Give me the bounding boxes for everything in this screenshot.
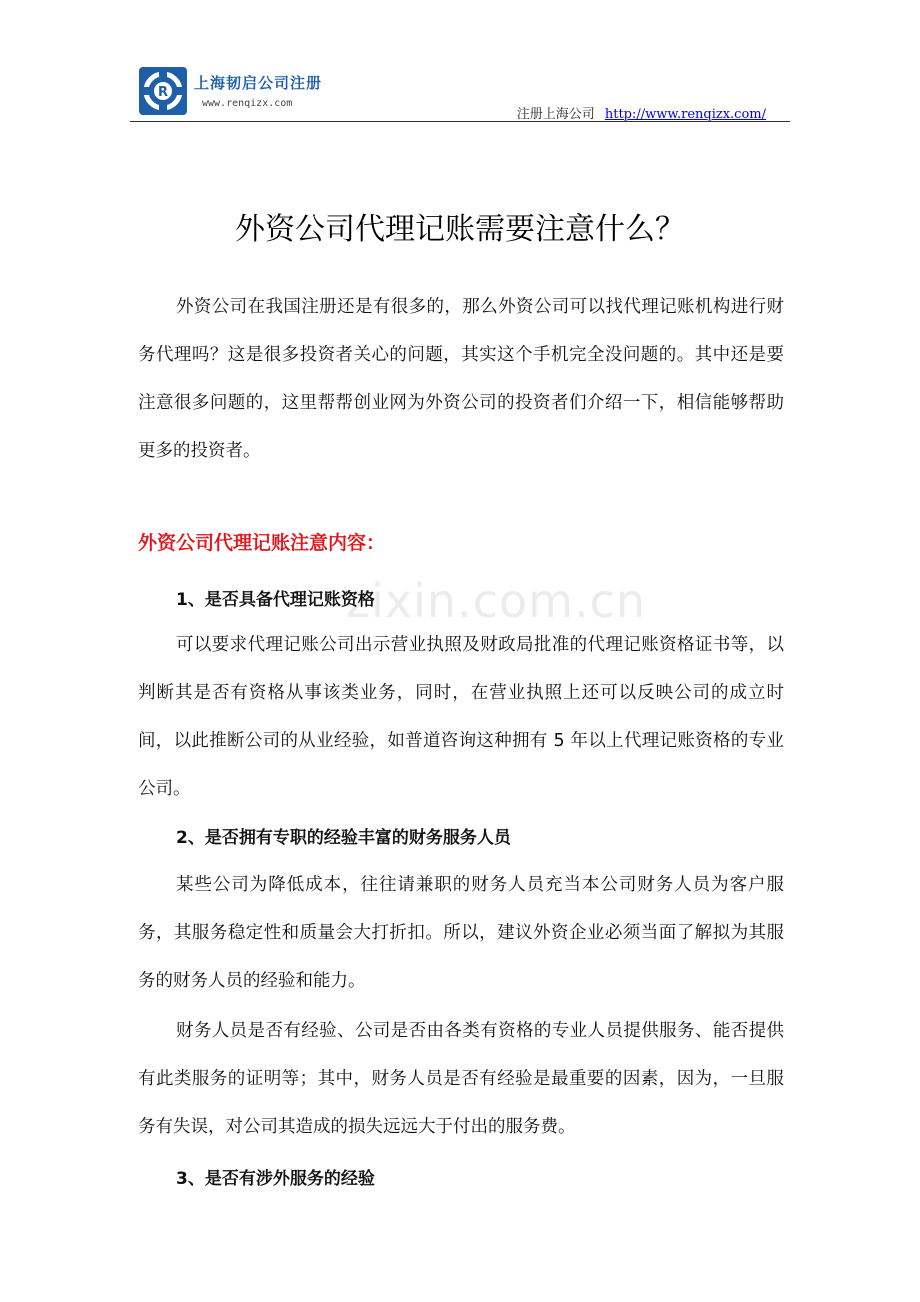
intro-paragraph: 外资公司在我国注册还是有很多的，那么外资公司可以找代理记账机构进行财务代理吗？这是很多投资者关心的问题，其实这个手机完全没问题的。其中还是要注意很多问题的，这里帮帮创业网为外资公司的投资者们介绍一下，相信能够帮助更多的投资者。 — [138, 297, 784, 461]
header-right — [517, 103, 766, 122]
item-2-paragraph-1: 某些公司为降低成本，往往请兼职的财务人员充当本公司财务人员为客户服务，其服务稳定性和质量会大打折扣。所以，建议外资企业必须当面了解拟为其服务的财务人员的经验和能力。 — [138, 875, 784, 991]
item-1-paragraph: 可以要求代理记账公司出示营业执照及财政局批准的代理记账资格证书等，以判断其是否有资格从事该类业务，同时，在营业执照上还可以反映公司的成立时间，以此推断公司的从业经验，如普道咨询这种拥有 5 年以上代理记账资格的专业公司。 — [138, 635, 784, 799]
item-heading-2: 2、是否拥有专职的经验丰富的财务服务人员 — [176, 828, 511, 848]
page-title: 外资公司代理记账需要注意什么？ — [235, 212, 685, 247]
website-link[interactable]: http://www.renqizx.com/ — [604, 107, 766, 122]
brand-url: www.renqizx.com — [202, 98, 293, 109]
brand-name: 上海韧启公司注册 — [194, 74, 323, 92]
item-heading-1: 1、是否具备代理记账资格 — [176, 590, 375, 610]
header-right-label: 注册上海公司 — [516, 107, 595, 122]
company-logo-icon — [138, 66, 188, 116]
item-2-paragraph-2: 财务人员是否有经验、公司是否由各类有资格的专业人员提供服务、能否提供有此类服务的证明等；其中，财务人员是否有经验是最重要的因素，因为，一旦服务有失误，对公司其造成的损失远远大于付出的服务费。 — [138, 1021, 784, 1137]
section-title: 外资公司代理记账注意内容： — [138, 532, 386, 554]
svg-text:R: R — [157, 85, 169, 100]
page-header — [130, 62, 790, 124]
item-heading-3: 3、是否有涉外服务的经验 — [176, 1169, 375, 1189]
header-divider — [130, 121, 790, 122]
watermark: zixin.com.cn — [346, 574, 647, 628]
